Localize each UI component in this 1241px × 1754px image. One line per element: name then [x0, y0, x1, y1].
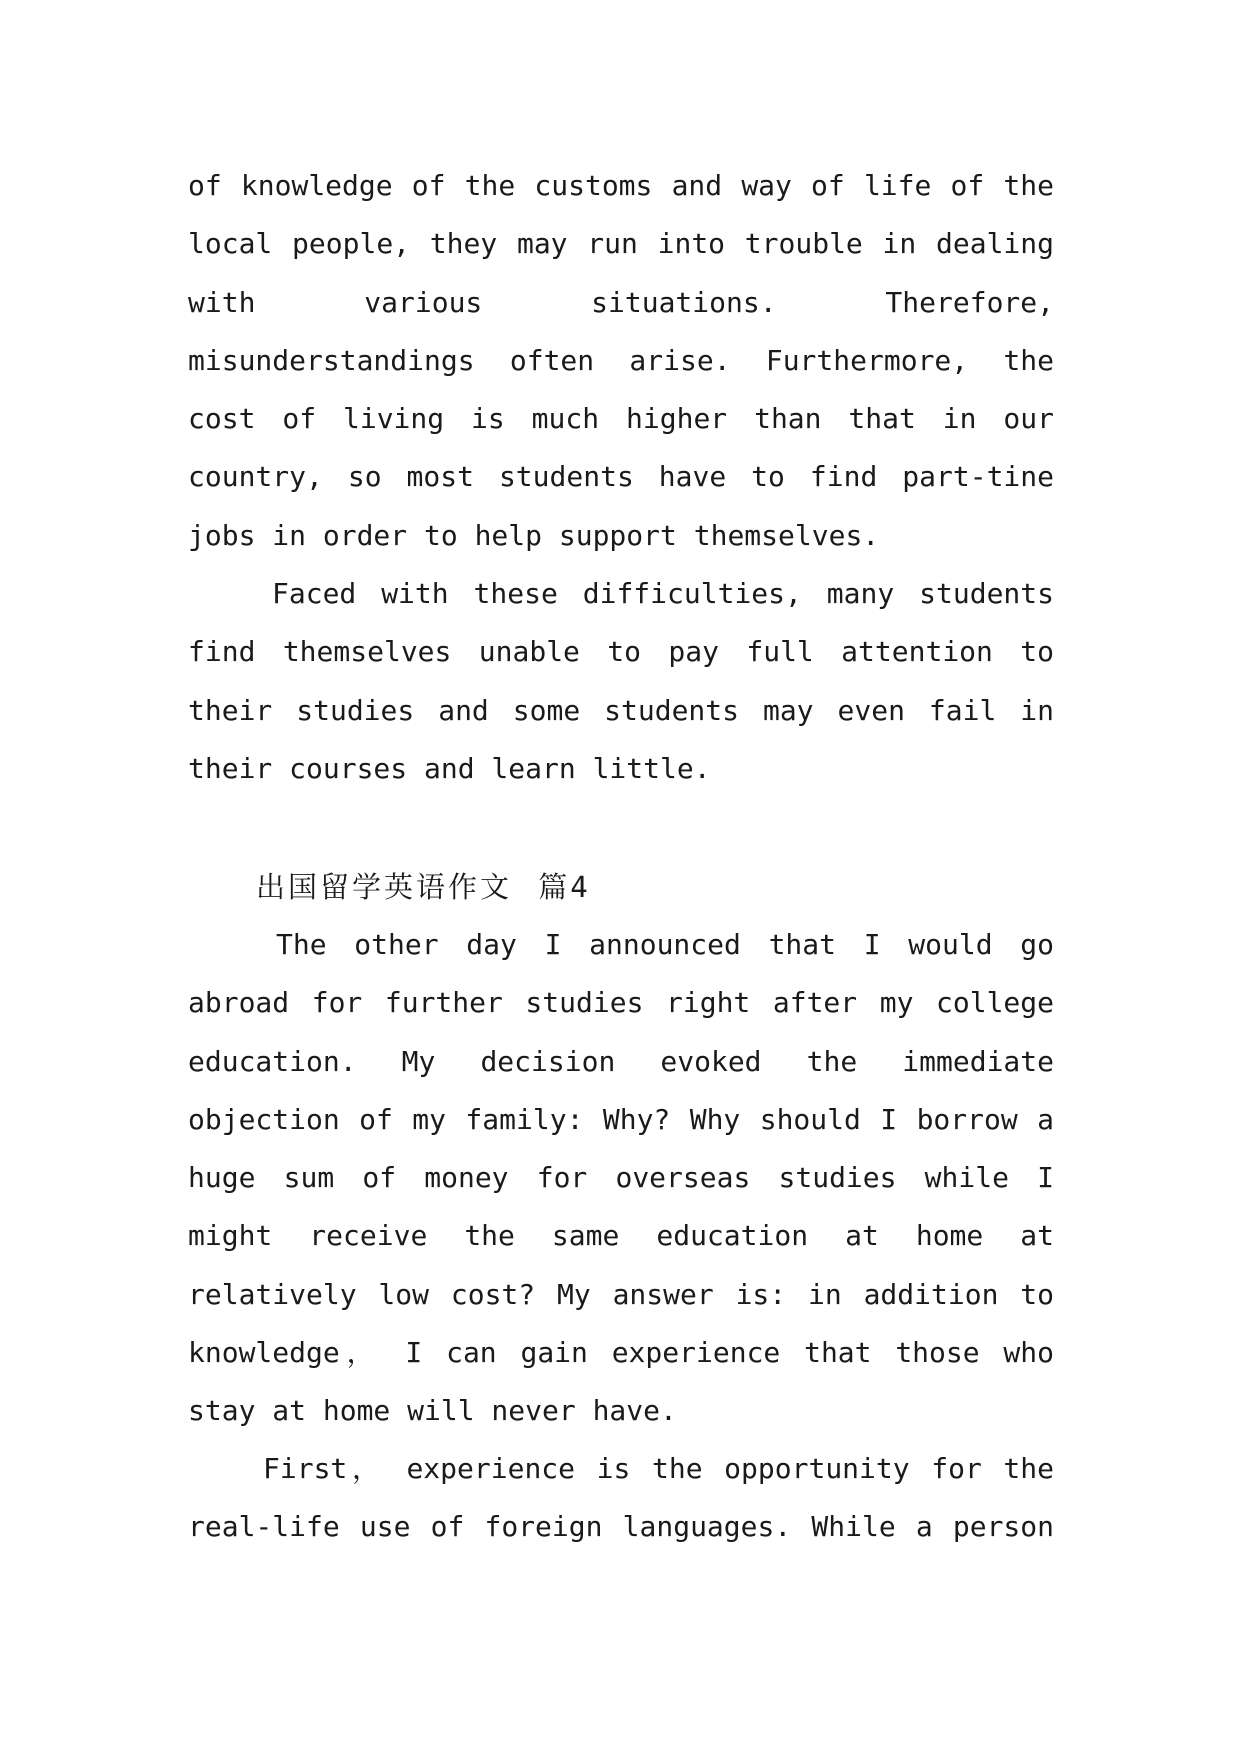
text-line: huge sum of money for overseas studies while I	[188, 1161, 1054, 1195]
text-line: stay at home will never have.	[188, 1394, 677, 1428]
text-line: First， experience is the opportunity for the	[263, 1452, 1054, 1485]
text-line: their studies and some students may even fail in	[188, 693, 1054, 727]
heading-title: 出国留学英语作文	[256, 870, 513, 904]
text-line: country, so most students have to find part-tine	[188, 460, 1054, 494]
text-line: jobs in order to help support themselves.	[188, 518, 880, 552]
text-line: local people, they may run into trouble in dealing	[188, 227, 1054, 261]
text-line: cost of living is much higher than that in our	[188, 402, 1054, 436]
text-line: might receive the same education at home at	[188, 1219, 1054, 1253]
text-line: real-life use of foreign languages. While a person	[188, 1510, 1054, 1544]
text-line: objection of my family: Why? Why should I borrow a	[188, 1102, 1054, 1136]
paragraph-announcement	[188, 916, 1054, 1441]
text-line: abroad for further studies right after my college	[188, 986, 1054, 1020]
text-line: education. My decision evoked the immediate	[188, 1044, 1054, 1078]
text-line: find themselves unable to pay full attention to	[188, 635, 1054, 669]
text-line: relatively low cost? My answer is: in addition to	[188, 1277, 1054, 1311]
text-line: knowledge， I can gain experience that those who	[188, 1336, 1054, 1370]
text-line: their courses and learn little.	[188, 751, 711, 785]
text-line: misunderstandings often arise. Furthermore, the	[188, 343, 1054, 377]
text-line: Faced with these difficulties, many students	[272, 577, 1054, 610]
paragraph-continuation	[188, 157, 1054, 565]
paragraph-first-point	[188, 1440, 1054, 1557]
text-line: of knowledge of the customs and way of life of the	[188, 169, 1054, 202]
heading-number: 4	[570, 870, 591, 904]
paragraph-difficulties	[188, 565, 1054, 798]
text-line: The other day I announced that I would go	[276, 928, 1054, 961]
section-heading	[256, 858, 591, 916]
heading-label: 篇	[538, 870, 571, 904]
text-line: with various situations. Therefore,	[188, 285, 1054, 319]
